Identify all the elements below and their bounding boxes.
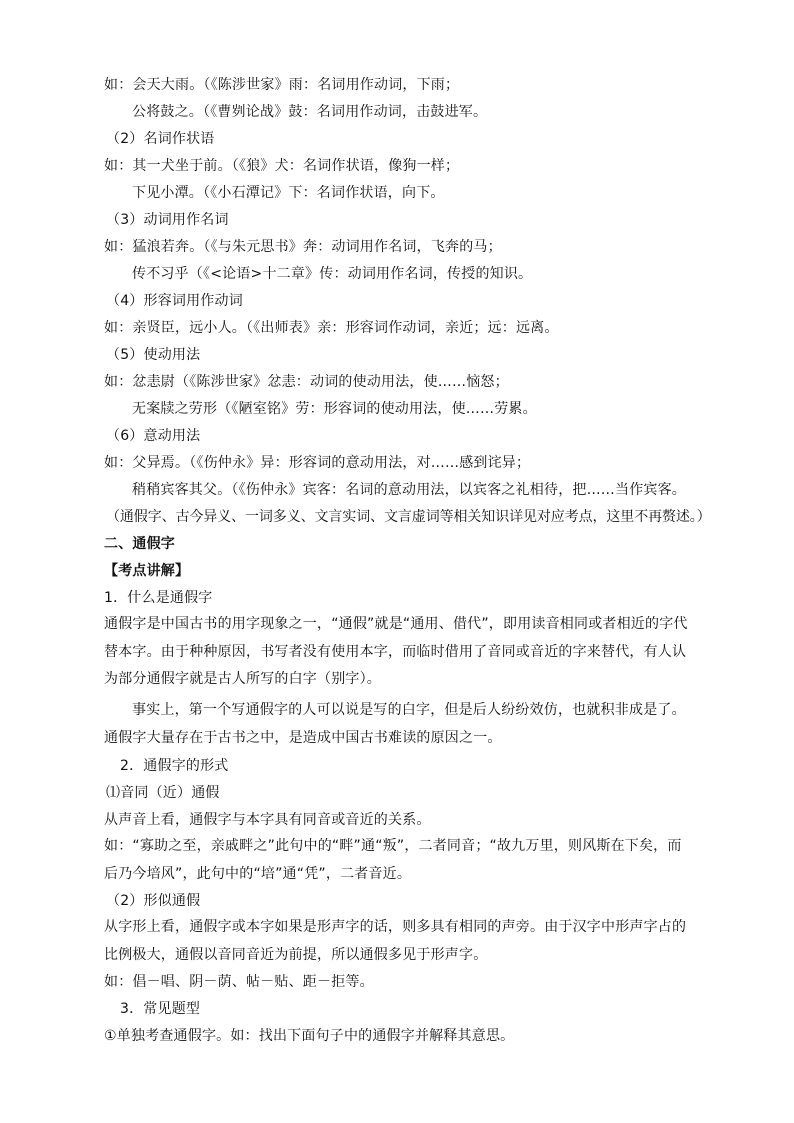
text-line: 从声音上看，通假字与本字具有同音或音近的关系。	[104, 812, 431, 828]
text-line: ①单独考查通假字。如：找出下面句子中的通假字并解释其意思。	[104, 1028, 515, 1044]
text-line: 如：其一犬坐于前。（《狼》犬：名词作状语，像狗一样；	[104, 158, 460, 174]
subheading: （2）形似通假	[106, 893, 201, 909]
text-line: 如：父异焉。（《伤仲永》异：形容词的意动用法，对……感到诧异；	[104, 455, 531, 471]
text-line: 传不习乎（《<论语>十二章》传：动词用作名词，传授的知识。	[132, 266, 533, 282]
paragraph: 如：“寡助之至，亲戚畔之”此句中的“畔”通“叛”，二者同音；“故九万里，则风斯在下矣，而后乃今培风”，此句中的“培”通“凭”，二者音近。	[104, 838, 682, 882]
text-line: 如：忿恚尉（《陈涉世家》忿恚：动词的使动用法，使……恼怒；	[104, 374, 509, 390]
paragraph: 事实上，第一个写通假字的人可以说是写的白字，但是后人纷纷效仿，也就积非成是了。通假字大量存在于古书之中，是造成中国古书难读的原因之一。	[104, 702, 686, 746]
section-label: 【考点讲解】	[104, 563, 190, 579]
text-line: 下见小潭。（《小石潭记》下：名词作状语，向下。	[132, 185, 445, 201]
text-line: 如：倡－唱、阴－荫、帖－贴、距－拒等。	[104, 974, 374, 990]
text-line: 无案牍之劳形（《陋室铭》劳：形容词的使动用法，使……劳累。	[132, 401, 537, 417]
section-heading: 二、通假字	[104, 536, 175, 552]
paragraph: 从字形上看，通假字或本字如果是形声字的话，则多具有相同的声旁。由于汉字中形声字占的比例极大，通假以音同音近为前提，所以通假多见于形声字。	[104, 919, 687, 963]
text-line: 如：会天大雨。（《陈涉世家》雨：名词用作动词，下雨；	[104, 77, 460, 93]
subheading: 3．常见题型	[120, 1001, 201, 1017]
subheading: （4）形容词用作动词	[106, 293, 243, 309]
subheading: （5）使动用法	[106, 347, 201, 363]
paragraph: 通假字是中国古书的用字现象之一，“通假”就是“通用、借代”，即用读音相同或者相近的字代替本字。由于种种原因，书写者没有使用本字，而临时借用了音同或音近的字来替代，有人认为部分通假字就是古人所写的白字（别字）。	[104, 616, 688, 687]
text-line: 如：亲贤臣，远小人。（《出师表》亲：形容词作动词，亲近；远：远离。	[104, 320, 559, 336]
note-line: （通假字、古今异义、一词多义、文言实词、文言虚词等相关知识详见对应考点，这里不再赘述。）	[106, 509, 711, 525]
subheading: ⑴音同（近）通假	[106, 785, 220, 801]
subheading: （6）意动用法	[106, 428, 201, 444]
subheading: （3）动词用作名词	[106, 212, 229, 228]
subheading: 1．什么是通假字	[104, 590, 213, 606]
text-line: 如：猛浪若奔。（《与朱元思书》奔：动词用作名词，飞奔的马；	[104, 239, 502, 255]
text-line: 稍稍宾客其父。（《伤仲永》宾客：名词的意动用法，以宾客之礼相待，把……当作宾客。	[132, 482, 686, 498]
text-line: 公将鼓之。（《曹刿论战》鼓：名词用作动词，击鼓进军。	[132, 104, 488, 120]
subheading: （2）名词作状语	[106, 131, 215, 147]
subheading: 2．通假字的形式	[120, 758, 229, 774]
